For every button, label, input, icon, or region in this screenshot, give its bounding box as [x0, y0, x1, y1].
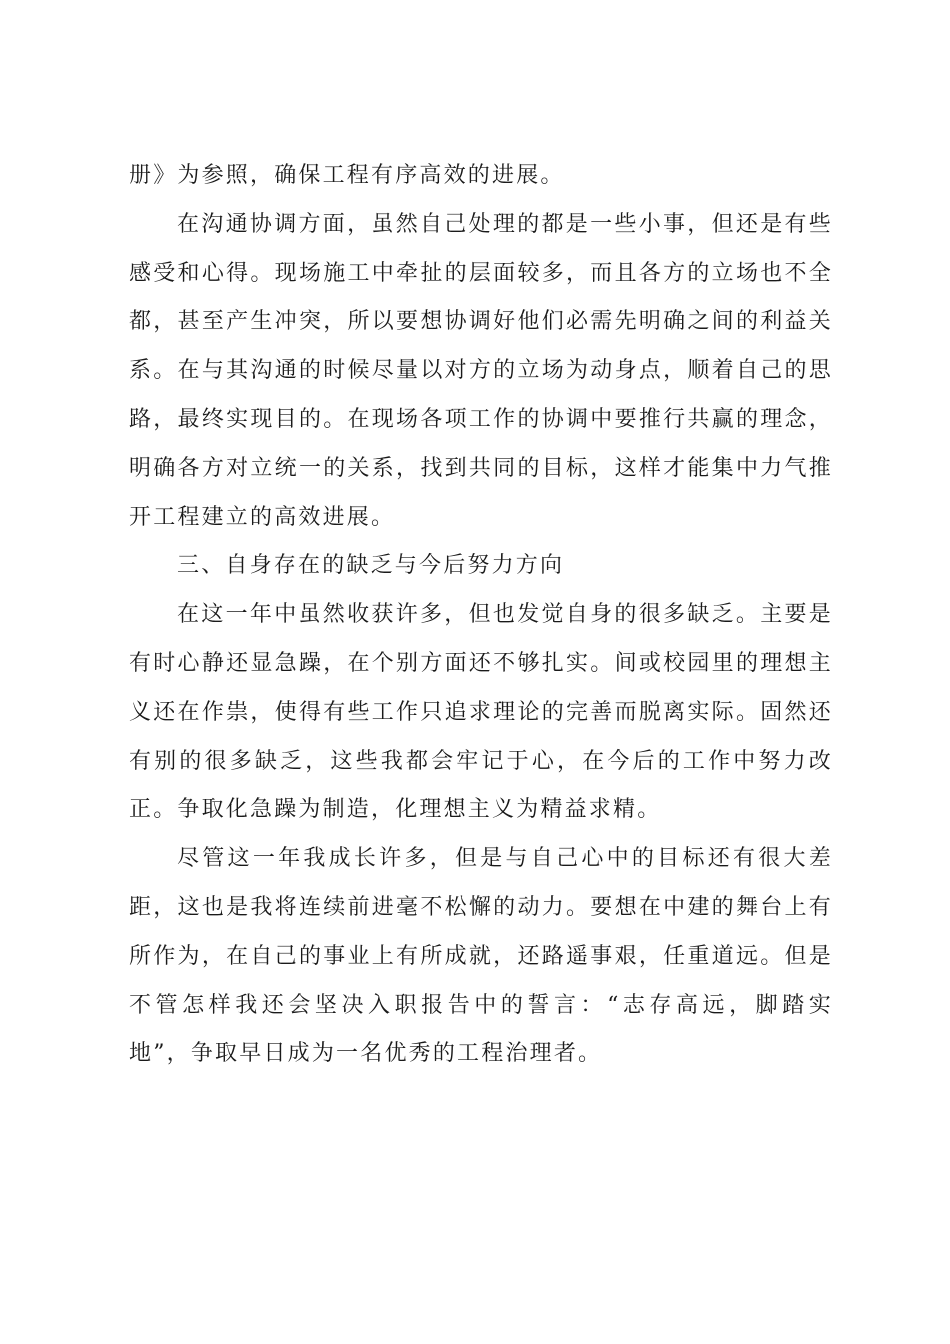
section-heading-shortcomings: 三、自身存在的缺乏与今后努力方向 — [177, 553, 565, 579]
paragraph-shortcomings: 在这一年中虽然收获许多，但也发觉自身的很多缺乏。主要是有时心静还显急躁，在个别方面还不够扎实。间或校园里的理想主义还在作祟，使得有些工作只追求理论的完善而脱离实际。固然还有别的很多缺乏，这些我都会牢记于心，在今后的工作中努力改正。争取化急躁为制造，化理想主义为精益求精。 — [129, 602, 833, 823]
paragraph-conclusion: 尽管这一年我成长许多，但是与自己心中的目标还有很大差距，这也是我将连续前进毫不松懈的动力。要想在中建的舞台上有所作为，在自己的事业上有所成就，还路遥事艰，任重道远。但是不管怎样我还会坚决入职报告中的誓言：“志存高远，脚踏实地”，争取早日成为一名优秀的工程治理者。 — [129, 846, 833, 1067]
paragraph-continuation: 册》为参照，确保工程有序高效的进展。 — [129, 163, 565, 188]
document-body — [129, 152, 833, 1079]
paragraph-communication: 在沟通协调方面，虽然自己处理的都是一些小事，但还是有些感受和心得。现场施工中牵扯的层面较多，而且各方的立场也不全都，甚至产生冲突，所以要想协调好他们必需先明确之间的利益关系。在与其沟通的时候尽量以对方的立场为动身点，顺着自己的思路，最终实现目的。在现场各项工作的协调中要推行共赢的理念，明确各方对立统一的关系，找到共同的目标，这样才能集中力气推开工程建立的高效进展。 — [129, 211, 833, 530]
